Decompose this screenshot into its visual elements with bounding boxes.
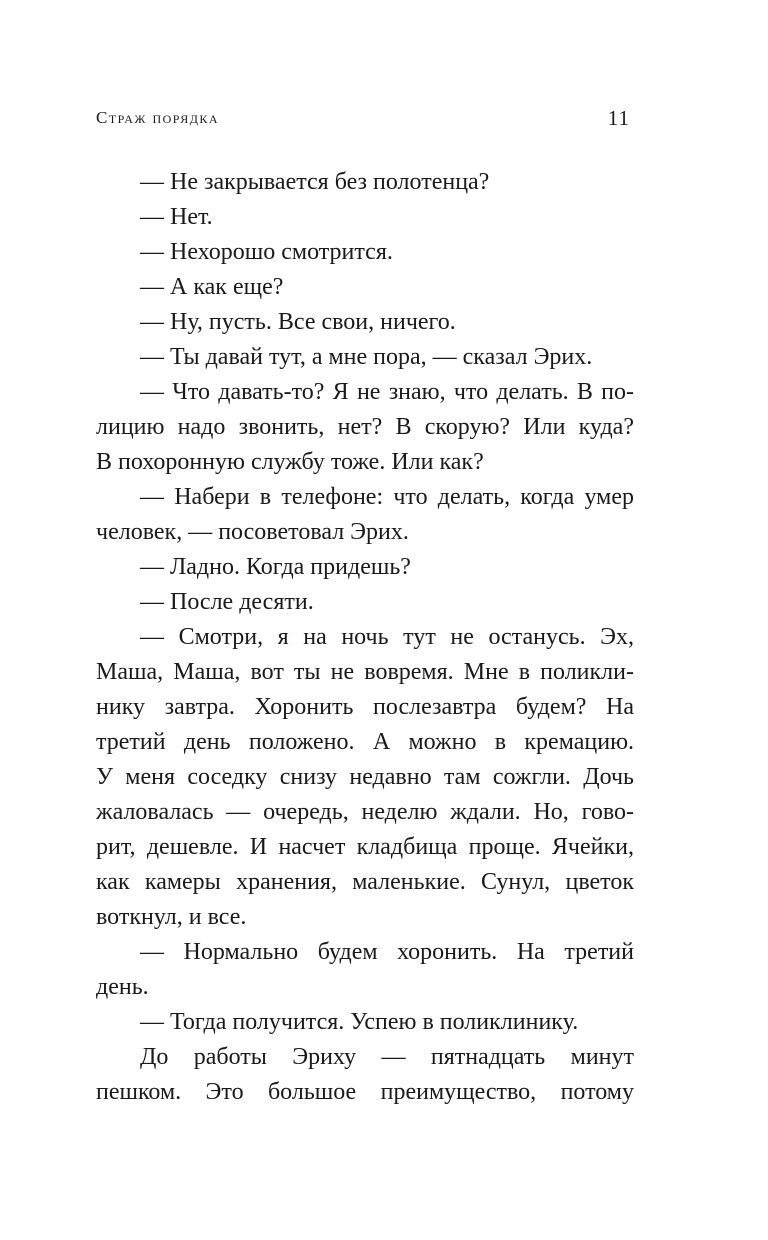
text-line: — А как еще? <box>140 274 284 300</box>
body-text <box>96 165 634 1110</box>
text-line: третий день положено. А можно в кремацию. <box>96 729 634 755</box>
text-line: — Ну, пусть. Все свои, ничего. <box>140 309 456 335</box>
text-line: нику завтра. Хоронить послезавтра будем? На <box>96 694 634 720</box>
text-line: рит, дешевле. И насчет кладбища проще. Ячейки, <box>96 834 634 860</box>
running-head <box>96 108 634 136</box>
text-line: — Тогда получится. Успею в поликлинику. <box>140 1009 579 1035</box>
text-line: пешком. Это большое преимущество, потому <box>96 1079 634 1105</box>
book-page <box>96 0 634 1240</box>
text-line: — Нормально будем хоронить. На третий <box>140 939 634 965</box>
text-line: — Что давать-то? Я не знаю, что делать. В по- <box>140 379 634 405</box>
text-line: как камеры хранения, маленькие. Сунул, цветок <box>96 869 634 895</box>
text-line: — Ладно. Когда придешь? <box>140 554 411 580</box>
text-line: жаловалась — очередь, неделю ждали. Но, гово- <box>96 799 634 825</box>
text-line: день. <box>96 974 149 1000</box>
text-line: — Набери в телефоне: что делать, когда умер <box>140 484 634 510</box>
text-line: — Смотри, я на ночь тут не останусь. Эх, <box>140 624 634 650</box>
text-line: — Ты давай тут, а мне пора, — сказал Эрих. <box>140 344 593 370</box>
text-line: — Не закрывается без полотенца? <box>140 169 490 195</box>
page-number: 11 <box>607 106 630 130</box>
text-line: воткнул, и все. <box>96 904 247 930</box>
text-line: В похоронную службу тоже. Или как? <box>96 449 484 475</box>
text-line: — После десяти. <box>140 589 314 615</box>
running-head-title: Страж порядка <box>96 108 220 127</box>
text-line: человек, — посоветовал Эрих. <box>96 519 409 545</box>
text-line: До работы Эриху — пятнадцать минут <box>140 1044 634 1070</box>
text-line: Маша, Маша, вот ты не вовремя. Мне в поликли- <box>96 659 634 685</box>
text-line: — Нет. <box>140 204 213 230</box>
text-line: У меня соседку снизу недавно там сожгли. Дочь <box>96 764 634 790</box>
text-line: — Нехорошо смотрится. <box>140 239 393 265</box>
text-line: лицию надо звонить, нет? В скорую? Или куда? <box>96 414 634 440</box>
